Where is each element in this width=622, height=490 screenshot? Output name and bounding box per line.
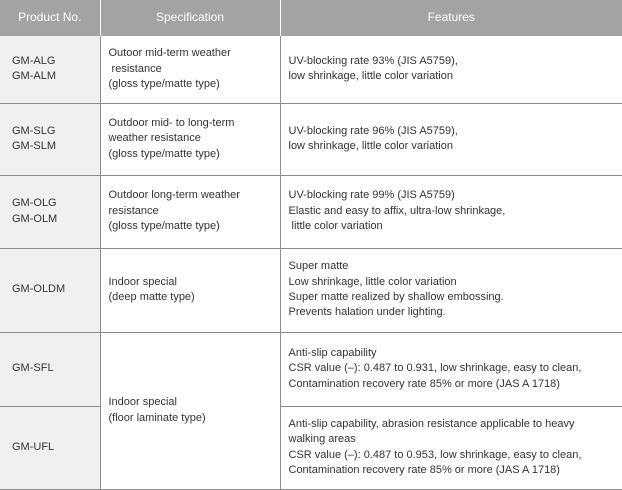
product-code: GM-SLG: [12, 124, 56, 137]
feature-line: UV-blocking rate 99% (JIS A5759): [288, 189, 455, 202]
product-cell: [0, 406, 100, 489]
product-code: GM-OLDM: [12, 283, 66, 296]
feature-line: low shrinkage, little color variation: [288, 70, 453, 83]
spec-line: Outdoor long-term weather: [108, 189, 240, 202]
table-row: [0, 248, 622, 332]
spec-line: weather resistance: [108, 132, 201, 145]
feature-line: UV-blocking rate 93% (JIS A5759),: [288, 54, 458, 67]
product-cell: [0, 332, 100, 406]
feature-line: Anti-slip capability, abrasion resistance applicable to heavy: [288, 417, 575, 430]
features-cell: [280, 248, 622, 332]
feature-line: Low shrinkage, little color variation: [288, 275, 457, 288]
product-code: GM-ALM: [12, 70, 56, 83]
feature-line: Contamination recovery rate 85% or more (JAS A 1718): [288, 463, 560, 476]
spec-line: resistance: [108, 62, 162, 75]
feature-line: CSR value (–): 0.487 to 0.953, low shrinkage, easy to clean,: [288, 448, 582, 461]
spec-line: Outdoor mid- to long-term: [108, 116, 235, 129]
spec-cell-merged: [100, 332, 280, 489]
spec-line: Outoor mid-term weather: [108, 47, 231, 60]
spec-line: (deep matte type): [108, 291, 195, 303]
table-row: [0, 103, 622, 175]
spec-cell: [100, 248, 280, 332]
spec-cell: [100, 36, 280, 103]
features-cell: [280, 406, 622, 489]
feature-line: Elastic and easy to affix, ultra-low shrinkage,: [288, 204, 506, 217]
spec-line: (gloss type/matte type): [108, 77, 220, 90]
spec-line: Indoor special: [108, 396, 177, 409]
features-cell: [280, 103, 622, 175]
spec-line: (gloss type/matte type): [108, 220, 220, 233]
features-cell: [280, 332, 622, 406]
feature-line: low shrinkage, little color variation: [288, 140, 453, 152]
header-row: [0, 0, 622, 36]
table-row: [0, 36, 622, 103]
feature-line: Anti-slip capability: [288, 346, 377, 359]
spec-cell: [100, 175, 280, 248]
product-code: GM-SFL: [12, 362, 54, 375]
spec-line: Indoor special: [108, 275, 177, 288]
table-row: [0, 332, 622, 406]
features-cell: [280, 36, 622, 103]
feature-line: Super matte: [288, 260, 349, 273]
product-cell: [0, 36, 100, 103]
product-cell: [0, 175, 100, 248]
table-row: [0, 175, 622, 248]
product-code: GM-OLG: [12, 197, 57, 210]
feature-line: Super matte realized by shallow embossing.: [288, 291, 504, 303]
spec-line: resistance: [108, 204, 159, 217]
spec-cell: [100, 103, 280, 175]
features-cell: [280, 175, 622, 248]
product-code: GM-OLM: [12, 212, 58, 225]
product-cell: [0, 248, 100, 332]
table-row: [0, 406, 622, 489]
feature-line: Contamination recovery rate 85% or more (JAS A 1718): [288, 377, 560, 390]
product-code: GM-ALG: [12, 54, 56, 67]
feature-line: walking areas: [288, 433, 356, 446]
spec-line: (floor laminate type): [108, 411, 206, 424]
feature-line: little color variation: [288, 220, 383, 233]
product-cell: [0, 103, 100, 175]
header-specification: Specification: [100, 0, 280, 36]
product-code: GM-UFL: [12, 440, 55, 453]
header-product-no: Product No.: [0, 0, 100, 36]
feature-line: Prevents halation under lighting.: [288, 306, 446, 319]
header-features: Features: [280, 0, 622, 36]
feature-line: UV-blocking rate 96% (JIS A5759),: [288, 124, 458, 137]
spec-line: (gloss type/matte type): [108, 147, 220, 160]
product-code: GM-SLM: [12, 140, 56, 152]
feature-line: CSR value (–): 0.487 to 0.931, low shrinkage, easy to clean,: [288, 362, 582, 375]
